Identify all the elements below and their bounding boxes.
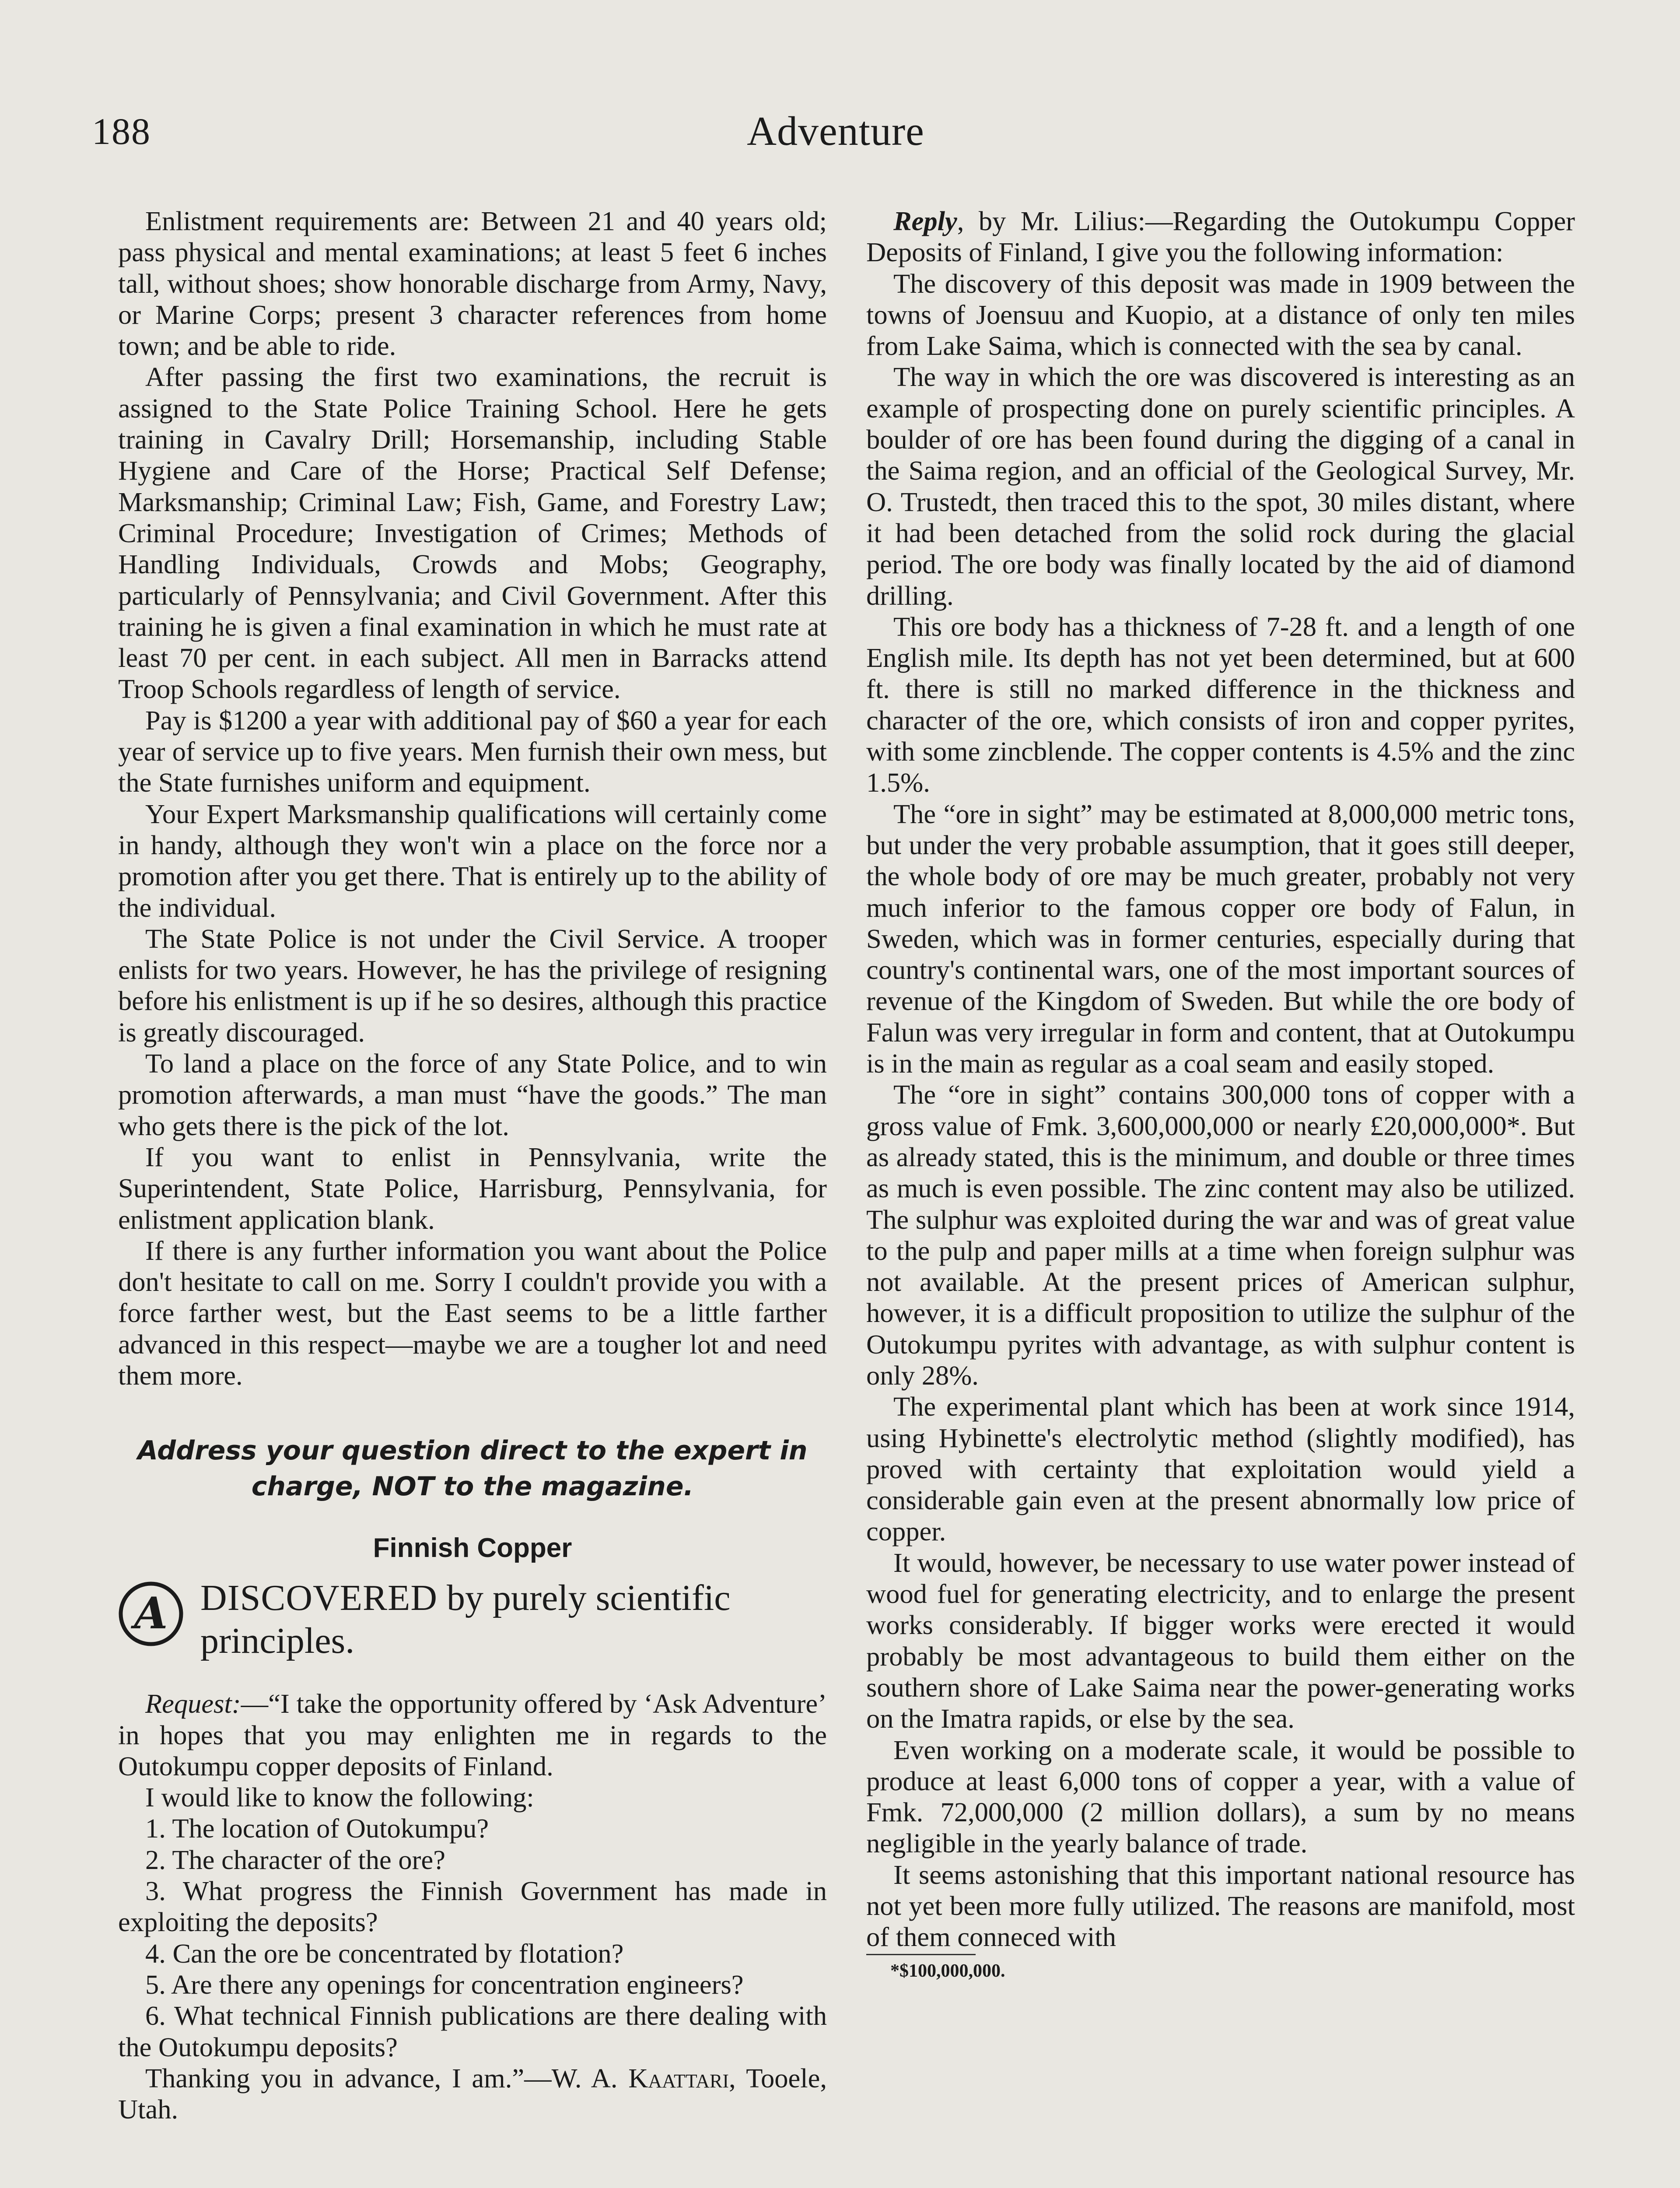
signoff-name: Kaattari: [628, 2062, 729, 2093]
lead-caps: DISCOVERED: [200, 1578, 438, 1619]
question-item: 3. What progress the Finnish Government has made in exploiting the deposits?: [118, 1876, 827, 1938]
paragraph: Your Expert Marksmanship qualifications will certainly come in handy, although they won't win a place on the force nor a promotion after you get there. That is entirely up to the ability of the individual.: [118, 798, 827, 923]
reply-intro: , by Mr. Lilius:—Regarding the Outokumpu Copper Deposits of Finland, I give you the following information:: [866, 206, 1575, 268]
paragraph: Enlistment requirements are: Between 21 and 40 years old; pass physical and mental examinations; at least 5 feet 6 inches tall, without shoes; show honorable discharge from Army, Navy, or Marine Corps; present 3 character references from home town; and be able to ride.: [118, 206, 827, 361]
signoff-place: , Tooele, Utah.: [118, 2062, 827, 2125]
editorial-notice: Address your question direct to the expert in charge, NOT to the magazine.: [137, 1435, 808, 1502]
footnote: *$100,000,000.: [890, 1960, 1005, 1981]
reply-paragraph: [866, 206, 1575, 268]
request-list-intro: I would like to know the following:: [145, 1782, 534, 1813]
paragraph: The discovery of this deposit was made in 1909 between the towns of Joensuu and Kuopio, at a distance of only ten miles from Lake Saima, which is connected with the sea by canal.: [866, 268, 1575, 361]
dropcap-logo-icon: [118, 1581, 184, 1647]
paragraph: Pay is $1200 a year with additional pay of $60 a year for each year of service up to five years. Men furnish their own mess, but the State furnishes uniform and equipment.: [118, 705, 827, 798]
paragraph: The “ore in sight” contains 300,000 tons of copper with a gross value of Fmk. 3,600,000,000 or nearly £20,000,000*. But as already stated, this is the minimum, and double or three times as much is even possible. The zinc content may also be utilized. The sulphur was exploited during the war and was of great value to the pulp and paper mills at a time when foreign sulphur was not available. At the present prices of American sulphur, however, it is a difficult proposition to utilize the sulphur of the Outokumpu pyrites with advantage, as with sulphur content is only 28%.: [866, 1079, 1575, 1391]
paragraph: After passing the first two examinations, the recruit is assigned to the State Police Training School. Here he gets training in Cavalry Drill; Horsemanship, including Stable Hygiene and Care of the Horse; Practical Self Defense; Marksmanship; Criminal Law; Fish, Game, and Forestry Law; Criminal Procedure; Investigation of Crimes; Methods of Handling Individuals, Crowds and Mobs; Geography, particularly of Pennsylvania; and Civil Government. After this training he is given a final examination in which he must rate at least 70 per cent. in each subject. All men in Barracks attend Troop Schools regardless of length of service.: [118, 361, 827, 705]
section-lead: [118, 1577, 827, 1664]
section-title: Finnish Copper: [373, 1533, 572, 1564]
paragraph: The way in which the ore was discovered is interesting as an example of prospecting done on purely scientific principles. A boulder of ore has been found during the digging of a canal in the Saima region, and an official of the Geological Survey, Mr. O. Trustedt, then traced this to the spot, 30 miles distant, where it had been detached from the solid rock during the glacial period. The ore body was finally located by the aid of diamond drilling.: [866, 361, 1575, 611]
request-paragraph: [118, 1688, 827, 1782]
request-label: Request:: [145, 1688, 241, 1719]
request-text: —“I take the opportunity offered by ‘Ask Adventure’ in hopes that you may enlighten me in regards to the Outokumpu copper deposits of Finland.: [118, 1688, 827, 1781]
signoff: [118, 2063, 827, 2125]
paragraph: To land a place on the force of any State Police, and to win promotion afterwards, a man must “have the goods.” The man who gets there is the pick of the lot.: [118, 1048, 827, 1141]
question-item: 6. What technical Finnish publications are there dealing with the Outokumpu deposits?: [118, 2000, 827, 2062]
question-item: 5. Are there any openings for concentration engineers?: [145, 1969, 744, 2000]
paragraph: If you want to enlist in Pennsylvania, write the Superintendent, State Police, Harrisburg, Pennsylvania, for enlistment application blank.: [118, 1141, 827, 1235]
footnote-divider: [866, 1954, 976, 1955]
paragraph: It seems astonishing that this important national resource has not yet been more fully utilized. The reasons are manifold, most of them conneced with: [866, 1859, 1575, 1953]
question-item: 1. The location of Outokumpu?: [145, 1813, 489, 1844]
left-column: [118, 206, 827, 2125]
question-item: 4. Can the ore be concentrated by flotation?: [145, 1938, 624, 1969]
paragraph: The experimental plant which has been at work since 1914, using Hybinette's electrolytic method (slightly modified), has proved with certainty that exploitation would yield a considerable gain even at the present abnormally low price of copper.: [866, 1391, 1575, 1547]
signoff-text: Thanking you in advance, I am.”—W. A.: [145, 2062, 618, 2093]
paragraph: The State Police is not under the Civil Service. A trooper enlists for two years. However, he has the privilege of resigning before his enlistment is up if he so desires, although this practice is greatly discouraged.: [118, 923, 827, 1048]
reply-label: Reply: [893, 206, 957, 236]
dropcap-letter: A: [134, 1588, 168, 1639]
right-column: [866, 206, 1575, 1984]
lead-line: [200, 1577, 827, 1662]
page-number: 188: [92, 110, 151, 152]
paragraph: This ore body has a thickness of 7-28 ft. and a length of one English mile. Its depth has not yet been determined, but at 600 ft. there is still no marked difference in the thickness and character of the ore, which consists of iron and copper pyrites, with some zincblende. The copper contents is 4.5% and the zinc 1.5%.: [866, 611, 1575, 798]
page-header: [92, 109, 1579, 171]
paragraph: If there is any further information you want about the Police don't hesitate to call on me. Sorry I couldn't provide you with a force farther west, but the East seems to be a little farther advanced in this respect—maybe we are a tougher lot and need them more.: [118, 1235, 827, 1391]
lead-rest: by purely scientific principles.: [200, 1578, 731, 1662]
paragraph: It would, however, be necessary to use water power instead of wood fuel for generating electricity, and to enlarge the present works considerably. If bigger works were erected it would probably be most advantageous to build them either on the southern shore of Lake Saima near the power-generating works on the Imatra rapids, or else by the sea.: [866, 1547, 1575, 1734]
paragraph: Even working on a moderate scale, it would be possible to produce at least 6,000 tons of copper a year, with a value of Fmk. 72,000,000 (2 million dollars), a sum by no means negligible in the yearly balance of trade.: [866, 1734, 1575, 1859]
paragraph: The “ore in sight” may be estimated at 8,000,000 metric tons, but under the very probable assumption, that it goes still deeper, the whole body of ore may be much greater, probably not very much inferior to the famous copper ore body of Falun, in Sweden, which was in former centuries, especially during that country's continental wars, one of the most important sources of revenue of the Kingdom of Sweden. But while the ore body of Falun was very irregular in form and content, that at Outokumpu is in the main as regular as a coal seam and easily stoped.: [866, 798, 1575, 1079]
question-item: 2. The character of the ore?: [145, 1844, 445, 1875]
running-title: Adventure: [747, 109, 924, 154]
